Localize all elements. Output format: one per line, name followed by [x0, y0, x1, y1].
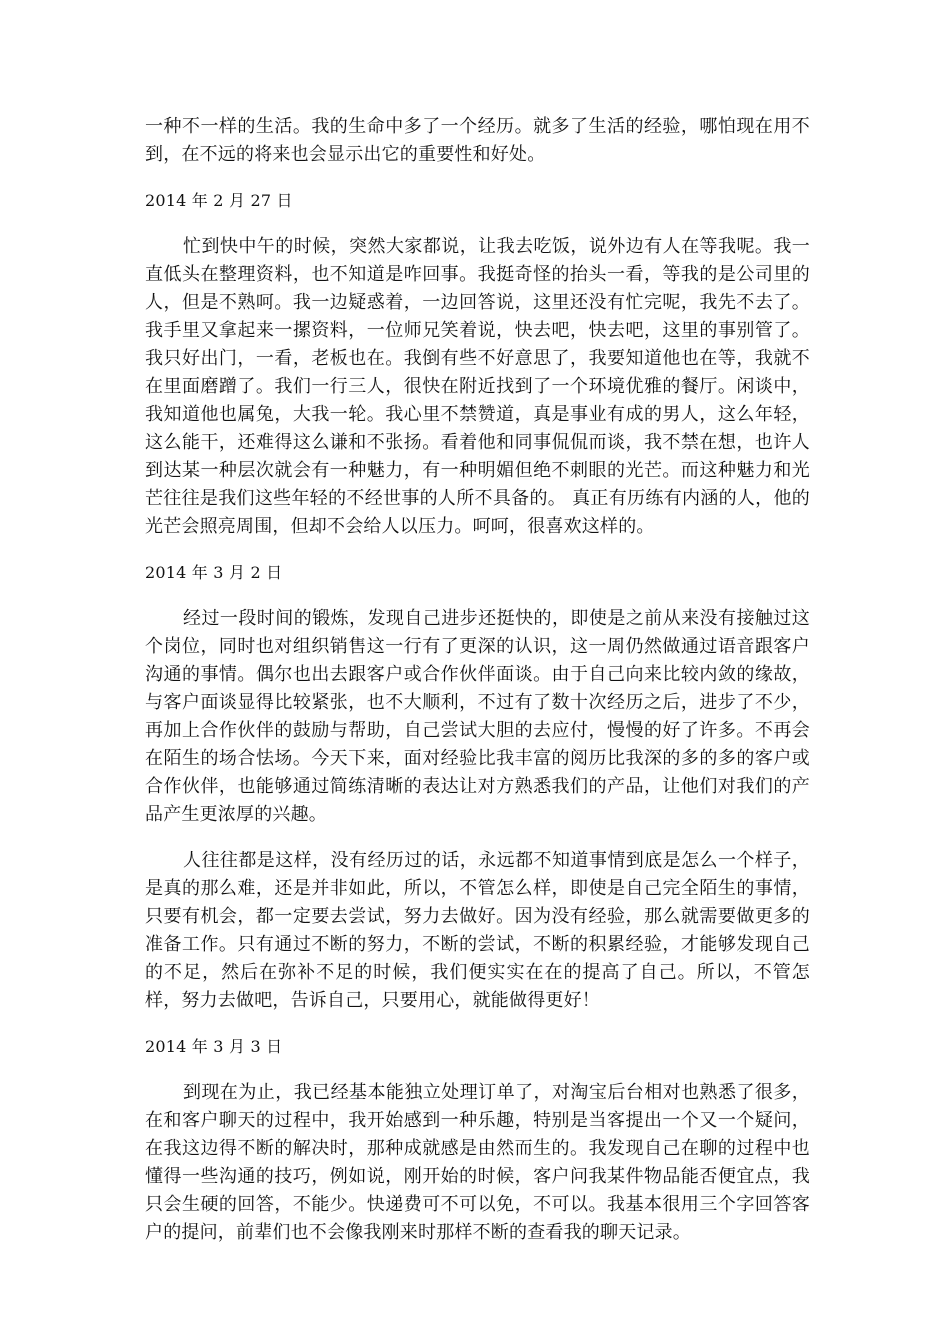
paragraph: 忙到快中午的时候，突然大家都说，让我去吃饭，说外边有人在等我呢。我一直低头在整理资料，也不知道是咋回事。我挺奇怪的抬头一看，等我的是公司里的人，但是不熟呵。我一边疑惑着，一边回答说，这里还没有忙完呢，我先不去了。我手里又拿起来一摞资料，一位师兄笑着说，快去吧，快去吧，这里的事别管了。我只好出门，一看，老板也在。我倒有些不好意思了，我要知道他也在等，我就不在里面磨蹭了。我们一行三人，很快在附近找到了一个环境优雅的餐厅。闲谈中，我知道他也属兔，大我一轮。我心里不禁赞道，真是事业有成的男人，这么年轻，这么能干，还难得这么谦和不张扬。看着他和同事侃侃而谈，我不禁在想，也许人到达某一种层次就会有一种魅力，有一种明媚但绝不刺眼的光芒。而这种魅力和光芒往往是我们这些年轻的不经世事的人所不具备的。 真正有历练有内涵的人，他的光芒会照亮周围，但却不会给人以压力。呵呵，很喜欢这样的。 [145, 236, 810, 537]
paragraph: 一种不一样的生活。我的生命中多了一个经历。就多了生活的经验，哪怕现在用不到，在不远的将来也会显示出它的重要性和好处。 [145, 116, 810, 165]
entry-date: 2014 年 2 月 27 日 [145, 191, 293, 210]
paragraph: 人往往都是这样，没有经历过的话，永远都不知道事情到底是怎么一个样子，是真的那么难，还是并非如此，所以，不管怎么样，即使是自己完全陌生的事情，只要有机会，都一定要去尝试，努力去做好。因为没有经验，那么就需要做更多的准备工作。只有通过不断的努力，不断的尝试，不断的积累经验，才能够发现自己的不足，然后在弥补不足的时候，我们便实实在在的提高了自己。所以，不管怎样，努力去做吧，告诉自己，只要用心，就能做得更好！ [145, 850, 810, 1011]
entry-date: 2014 年 3 月 2 日 [145, 563, 283, 582]
paragraph: 经过一段时间的锻炼，发现自己进步还挺快的，即使是之前从来没有接触过这个岗位，同时也对组织销售这一行有了更深的认识，这一周仍然做通过语音跟客户沟通的事情。偶尔也出去跟客户或合作伙伴面谈。由于自己向来比较内敛的缘故，与客户面谈显得比较紧张，也不大顺利，不过有了数十次经历之后，进步了不少，再加上合作伙伴的鼓励与帮助，自己尝试大胆的去应付，慢慢的好了许多。不再会在陌生的场合怯场。今天下来，面对经验比我丰富的阅历比我深的多的多的客户或合作伙伴，也能够通过简练清晰的表达让对方熟悉我们的产品，让他们对我们的产品产生更浓厚的兴趣。 [145, 608, 810, 825]
entry-date: 2014 年 3 月 3 日 [145, 1037, 283, 1056]
document-page [145, 113, 810, 1265]
paragraph: 到现在为止，我已经基本能独立处理订单了，对淘宝后台相对也熟悉了很多，在和客户聊天的过程中，我开始感到一种乐趣，特别是当客提出一个又一个疑问，在我这边得不断的解决时，那种成就感是由然而生的。我发现自己在聊的过程中也懂得一些沟通的技巧，例如说，刚开始的时候，客户问我某件物品能否便宜点，我只会生硬的回答，不能少。快递费可不可以免，不可以。我基本很用三个字回答客户的提问，前辈们也不会像我刚来时那样不断的查看我的聊天记录。 [145, 1082, 810, 1243]
